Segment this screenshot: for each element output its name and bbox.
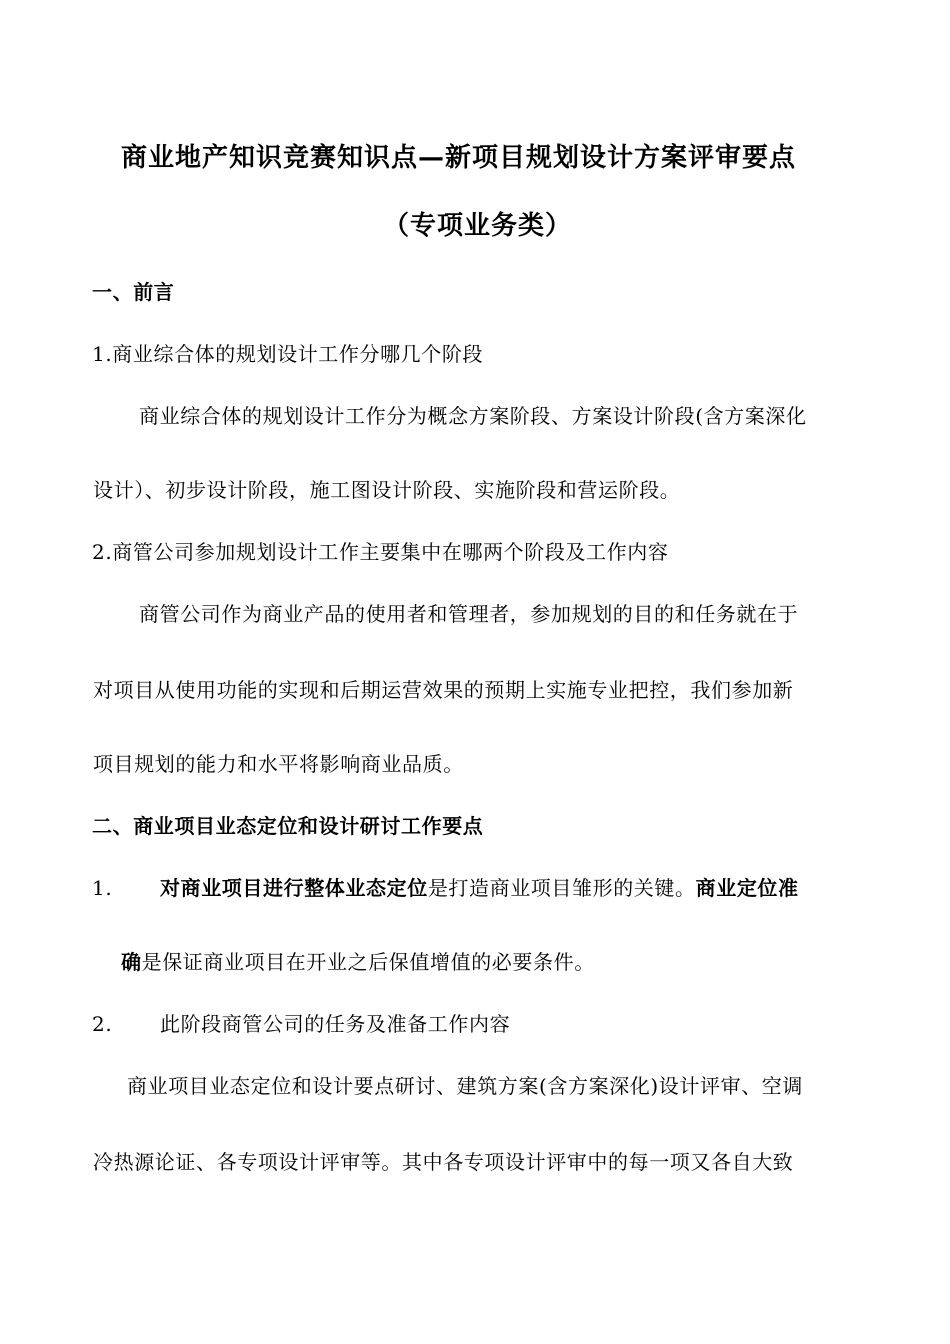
answer-1-line-2: 设计）、初步设计阶段，施工图设计阶段、实施阶段和营运阶段。 xyxy=(93,478,681,502)
section2-paragraph-line-2: 冷热源论证、各专项设计评审等。其中各专项设计评审中的每一项又各自大致 xyxy=(93,1150,794,1174)
item-1-number: 1. xyxy=(92,876,113,900)
item-1-line-1 xyxy=(92,876,799,900)
answer-2-line-1: 商管公司作为商业产品的使用者和管理者，参加规划的目的和任务就在于 xyxy=(139,602,799,626)
item-1-bold-phrase: 对商业项目进行整体业态定位 xyxy=(160,876,428,900)
question-1: 1.商业综合体的规划设计工作分哪几个阶段 xyxy=(92,342,484,366)
section2-paragraph-line-1: 商业项目业态定位和设计要点研讨、建筑方案(含方案深化)设计评审、空调 xyxy=(127,1074,804,1098)
item-2-text: 此阶段商管公司的任务及准备工作内容 xyxy=(160,1012,511,1036)
document-title-line2: （专项业务类） xyxy=(383,211,573,241)
answer-2-line-2: 对项目从使用功能的实现和后期运营效果的预期上实施专业把控，我们参加新 xyxy=(93,678,794,702)
section2-heading: 二、商业项目业态定位和设计研讨工作要点 xyxy=(92,814,484,838)
item-1-text: 是打造商业项目雏形的关键。 xyxy=(427,876,696,900)
answer-1-line-1: 商业综合体的规划设计工作分为概念方案阶段、方案设计阶段(含方案深化 xyxy=(139,404,807,428)
item-2-number: 2. xyxy=(92,1012,113,1036)
question-2: 2.商管公司参加规划设计工作主要集中在哪两个阶段及工作内容 xyxy=(92,540,669,564)
item-1-line-2 xyxy=(121,950,595,974)
item-1-text-2: 是保证商业项目在开业之后保值增值的必要条件。 xyxy=(141,950,595,974)
item-1-bold-char: 确 xyxy=(121,950,142,974)
answer-2-line-3: 项目规划的能力和水平将影响商业品质。 xyxy=(93,752,464,776)
document-title-line1: 商业地产知识竞赛知识点—新项目规划设计方案评审要点 xyxy=(121,143,797,173)
section1-heading: 一、前言 xyxy=(92,280,175,304)
item-2 xyxy=(92,1012,510,1036)
item-1-bold-phrase-2: 商业定位准 xyxy=(695,876,799,900)
